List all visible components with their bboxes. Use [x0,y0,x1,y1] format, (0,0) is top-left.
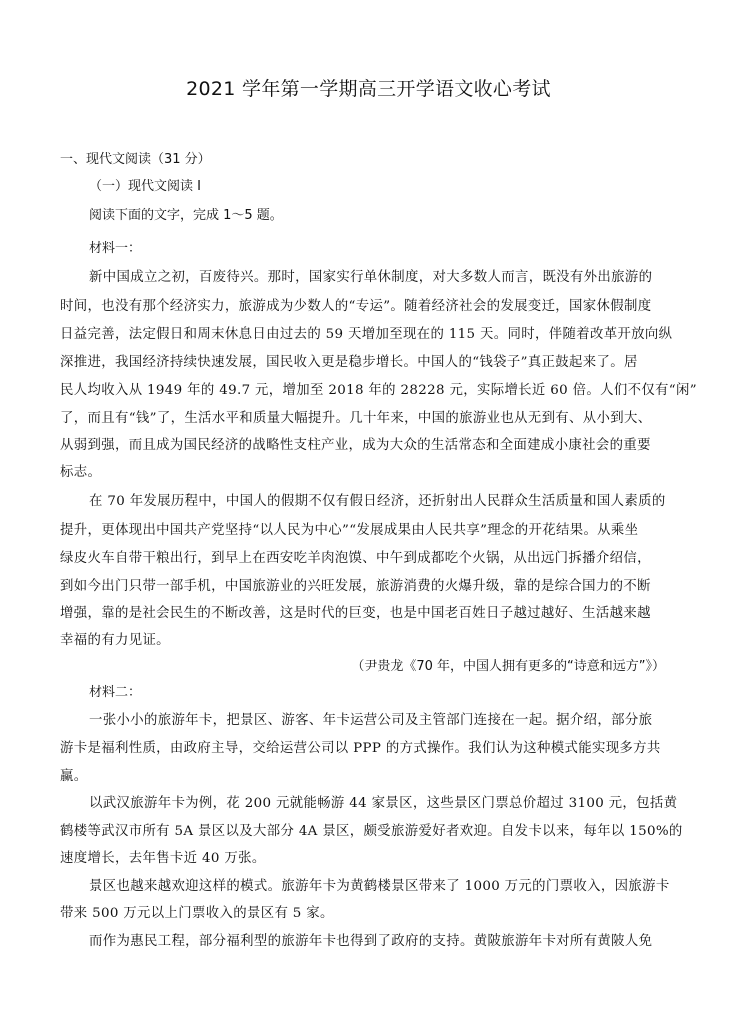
paragraph-line: 鹤楼等武汉市所有 5A 景区以及大部分 4A 景区，颇受旅游爱好者欢迎。自发卡以来，每年以 150%的 [60,824,683,839]
paragraph-line: 幸福的有力见证。 [60,633,170,648]
subsection-heading: （一）现代文阅读 I [89,179,201,194]
paragraph-line: 而作为惠民工程，部分福利型的旅游年卡也得到了政府的支持。黄陂旅游年卡对所有黄陂人免 [89,934,653,949]
paragraph-line: 提升，更体现出中国共产党坚持“以人民为中心”“发展成果由人民共享”理念的开花结果。从乘坐 [60,523,639,538]
paragraph-line: 新中国成立之初，百废待兴。那时，国家实行单休制度，对大多数人而言，既没有外出旅游的 [89,270,653,285]
paragraph-line: 增强，靠的是社会民生的不断改善，这是时代的巨变，也是中国老百姓日子越过越好、生活越来越 [60,606,651,621]
material-one-label: 材料一： [89,241,142,256]
paragraph-line: 游卡是福利性质，由政府主导，交给运营公司以 PPP 的方式操作。我们认为这种模式能实现多方共 [60,741,661,756]
section-heading: 一、现代文阅读（31 分） [60,152,211,167]
paragraph-line: 从弱到强，而且成为国民经济的战略性支柱产业，成为大众的生活常态和全面建成小康社会的重要 [60,438,651,453]
paragraph-line: 速度增长，去年售卡近 40 万张。 [60,851,266,866]
paragraph-line: 深推进，我国经济持续快速发展，国民收入更是稳步增长。中国人的“钱袋子”真正鼓起来了。居 [60,355,638,370]
paragraph-line: 到如今出门只带一部手机，中国旅游业的兴旺发展，旅游消费的火爆升级，靠的是综合国力的不断 [60,579,651,594]
page-title: 2021 学年第一学期高三开学语文收心考试 [186,78,551,100]
paragraph-line: 景区也越来越欢迎这样的模式。旅游年卡为黄鹤楼景区带来了 1000 万元的门票收入，因旅游卡 [89,879,670,894]
paragraph-line: 标志。 [60,465,102,480]
paragraph-line: 在 70 年发展历程中，中国人的假期不仅有假日经济，还折射出人民群众生活质量和国人素质的 [89,494,666,509]
source-citation: （尹贵龙《70 年，中国人拥有更多的“诗意和远方”》） [351,659,665,674]
paragraph-line: 一张小小的旅游年卡，把景区、游客、年卡运营公司及主管部门连接在一起。据介绍，部分旅 [89,713,653,728]
paragraph-line: 绿皮火车自带干粮出行，到早上在西安吃羊肉泡馍、中午到成都吃个火锅，从出远门拆播介绍信， [60,551,651,566]
paragraph-line: 带来 500 万元以上门票收入的景区有 5 家。 [60,906,334,921]
paragraph-line: 赢。 [60,769,88,784]
instruction-text: 阅读下面的文字，完成 1～5 题。 [89,208,283,223]
paragraph-line: 以武汉旅游年卡为例，花 200 元就能畅游 44 家景区，这些景区门票总价超过 3100 元，包括黄 [89,796,678,811]
paragraph-line: 时间，也没有那个经济实力，旅游成为少数人的“专运”。随着经济社会的发展变迁，国家休假制度 [60,299,652,314]
paragraph-line: 了，而且有“钱”了，生活水平和质量大幅提升。几十年来，中国的旅游业也从无到有、从小到大、 [60,411,652,426]
paragraph-line: 民人均收入从 1949 年的 49.7 元，增加至 2018 年的 28228 元，实际增长近 60 倍。人们不仅有“闲” [60,383,697,398]
material-two-label: 材料二： [89,685,142,700]
paragraph-line: 日益完善，法定假日和周末休息日由过去的 59 天增加至现在的 115 天。同时，伴随着改革开放向纵 [60,327,673,342]
